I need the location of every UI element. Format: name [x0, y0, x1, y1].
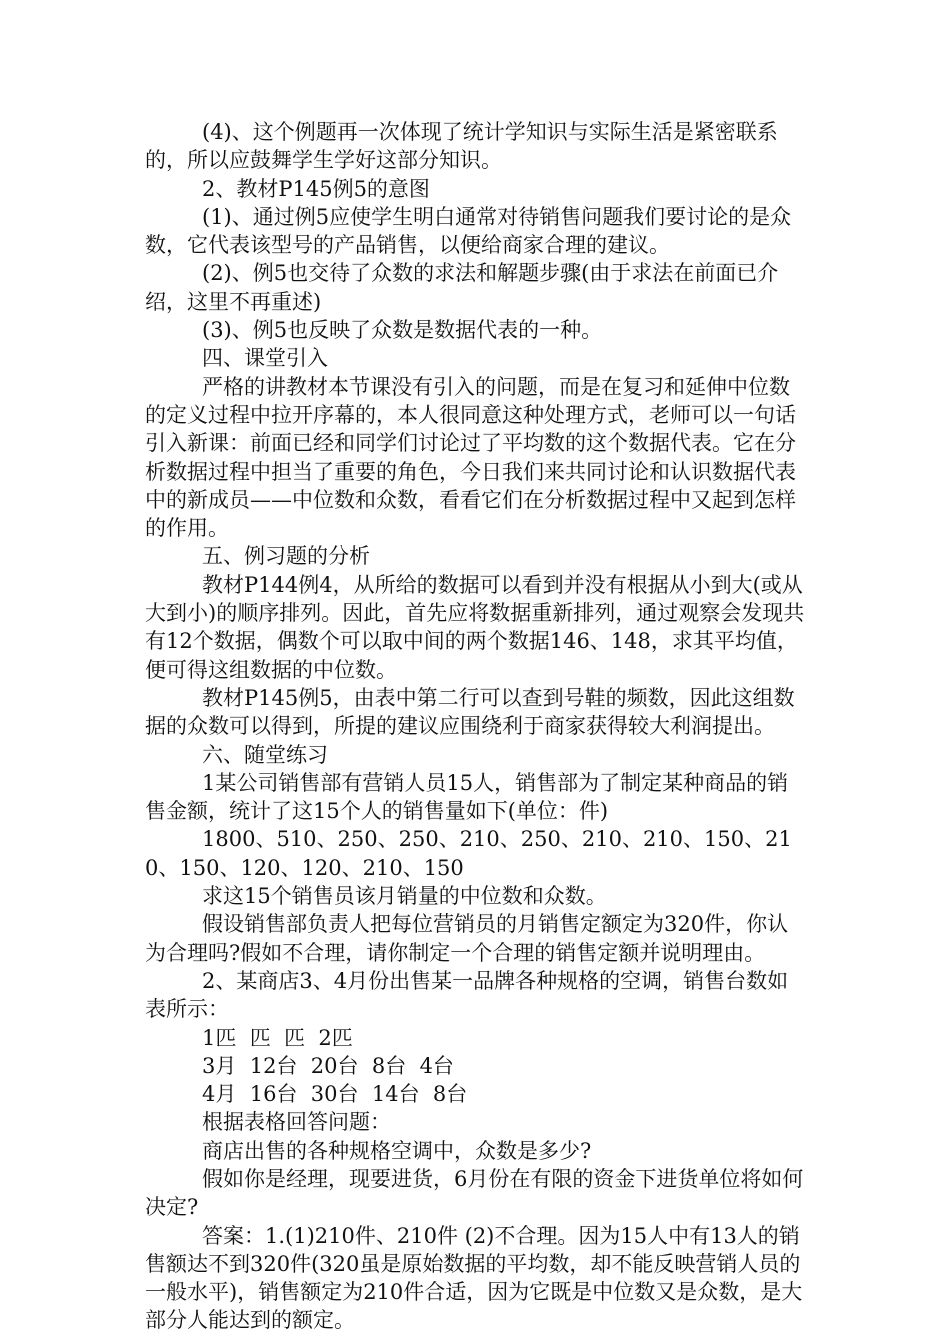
exercise-question: 假设销售部负责人把每位营销员的月销售定额定为320件，你认为合理吗?假如不合理，请你制定一个合理的销售定额并说明理由。 [145, 912, 789, 965]
paragraph: 教材P144例4，从所给的数据可以看到并没有根据从小到大(或从大到小)的顺序排列。因此，首先应将数据重新排列，通过观察会发现共有12个数据，偶数个可以取中间的两个数据146、148，求其平均值，便可得这组数据的中位数。 [145, 572, 805, 682]
paragraph: (1)、通过例5应使学生明白通常对待销售问题我们要讨论的是众数，它代表该型号的产品销售，以便给商家合理的建议。 [145, 204, 792, 258]
paragraph: (4)、这个例题再一次体现了统计学知识与实际生活是紧密联系的，所以应鼓舞学生学好这部分知识。 [145, 120, 778, 173]
table-header-row: 1匹 匹 匹 2匹 [202, 1025, 353, 1050]
paragraph: (3)、例5也反映了众数是数据代表的一种。 [202, 318, 603, 343]
exercise-question: 假如你是经理，现要进货，6月份在有限的资金下进货单位将如何决定? [145, 1166, 804, 1220]
document-body [145, 118, 805, 1335]
exercise-question: 根据表格回答问题： [202, 1110, 391, 1135]
table-row: 4月 16台 30台 14台 8台 [202, 1082, 468, 1107]
paragraph: 教材P145例5，由表中第二行可以查到号鞋的频数，因此这组数据的众数可以得到，所提的建议应围绕利于商家获得较大利润提出。 [145, 685, 795, 739]
section-heading: 五、例习题的分析 [202, 544, 370, 569]
exercise-question: 求这15个销售员该月销量的中位数和众数。 [202, 884, 607, 909]
section-heading: 2、教材P145例5的意图 [202, 176, 430, 201]
paragraph: 严格的讲教材本节课没有引入的问题，而是在复习和延伸中位数的定义过程中拉开序幕的，本人很同意这种处理方式，老师可以一句话引入新课：前面已经和同学们讨论过了平均数的这个数据代表。它在分析数据过程中担当了重要的角色，今日我们来共同讨论和认识数据代表中的新成员——中位数和众数，看看它们在分析数据过程中又起到怎样的作用。 [145, 374, 796, 541]
section-heading: 四、课堂引入 [202, 346, 328, 371]
exercise-question: 商店出售的各种规格空调中，众数是多少? [202, 1138, 592, 1163]
exercise-paragraph: 2、某商店3、4月份出售某一品牌各种规格的空调，销售台数如表所示： [145, 968, 789, 1022]
exercise-paragraph: 1某公司销售部有营销人员15人，销售部为了制定某种商品的销售金额，统计了这15个人的销售量如下(单位：件) [145, 770, 789, 824]
data-list: 1800、510、250、250、210、250、210、210、150、210、150、120、120、210、150 [145, 827, 792, 880]
paragraph: (2)、例5也交待了众数的求法和解题步骤(由于求法在前面已介绍，这里不再重述) [145, 261, 779, 314]
table-row: 3月 12台 20台 8台 4台 [202, 1053, 454, 1078]
answer-paragraph: 答案：1.(1)210件、210件 (2)不合理。因为15人中有13人的销售额达不到320件(320虽是原始数据的平均数，却不能反映营销人员的一般水平)，销售额定为210件合适，因为它既是中位数又是众数，是大部分人能达到的额定。 [145, 1223, 803, 1333]
section-heading: 六、随堂练习 [202, 742, 328, 767]
